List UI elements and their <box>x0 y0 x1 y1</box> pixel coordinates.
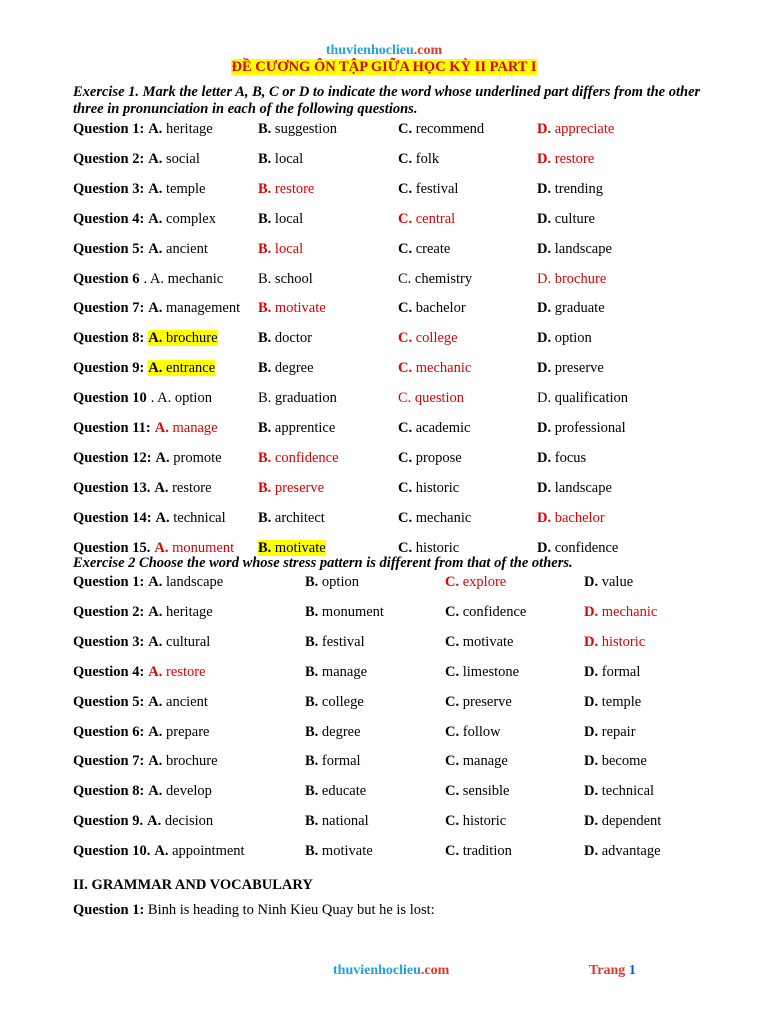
exercise1-instruction: Exercise 1. Mark the letter A, B, C or D to indicate the word whose underlined part differs from the other three in pronunciation in each of the following questions. <box>73 84 701 117</box>
option-d[interactable]: D. focus <box>537 449 587 466</box>
question-label: Question 3: <box>73 633 145 650</box>
option-d[interactable]: D. bachelor <box>537 509 605 526</box>
option-b[interactable]: B. preserve <box>258 479 325 496</box>
question-label: Question 1: <box>73 121 145 137</box>
question-label: Question 14: <box>73 509 152 526</box>
option-c[interactable]: C. limestone <box>445 663 520 680</box>
option-c[interactable]: C. academic <box>398 420 471 436</box>
option-b[interactable]: B. suggestion <box>258 121 337 137</box>
option-c[interactable]: C. historic <box>398 479 460 496</box>
option-c[interactable]: C. create <box>398 240 451 257</box>
option-c[interactable]: C. chemistry <box>398 270 473 287</box>
page-title-text: ĐỀ CƯƠNG ÔN TẬP GIỮA HỌC KỲ II PART I <box>231 59 537 75</box>
option-d[interactable]: D. preserve <box>537 360 604 377</box>
option-b[interactable]: B. local <box>258 210 304 227</box>
option-d[interactable]: D. temple <box>584 693 642 710</box>
question-label: Question 3: <box>73 180 145 197</box>
option-c[interactable]: C. question <box>398 390 465 407</box>
option-d[interactable]: D. option <box>537 330 592 347</box>
option-c[interactable]: C. historic <box>398 539 460 556</box>
page-number-label: Trang <box>589 963 626 978</box>
option-a[interactable]: A. cultural <box>148 633 211 650</box>
option-b[interactable]: B. national <box>305 813 369 830</box>
option-a[interactable]: A. monument <box>154 539 235 556</box>
question-label: Question 6: <box>73 723 145 740</box>
option-d[interactable]: D. value <box>584 574 634 590</box>
option-d[interactable]: D. repair <box>584 723 636 740</box>
section2-question1-label: Question 1: <box>73 902 145 918</box>
option-c[interactable]: C. mechanic <box>398 509 472 526</box>
question-label: Question 7: <box>73 300 145 317</box>
option-d[interactable]: D. culture <box>537 210 595 227</box>
option-d[interactable]: D. qualification <box>537 390 629 407</box>
option-a[interactable]: A. heritage <box>148 603 213 620</box>
question-label-cell <box>73 694 144 711</box>
page-title <box>0 59 768 76</box>
question-label: Question 11: <box>73 420 151 436</box>
question-label-cell <box>73 151 144 168</box>
question-label: Question 10. <box>73 843 151 860</box>
option-b[interactable]: B. graduation <box>258 390 337 407</box>
question-label-cell <box>73 420 151 437</box>
option-a[interactable]: . A. mechanic <box>143 270 224 287</box>
question-label: Question 2: <box>73 150 145 167</box>
option-a[interactable]: . A. option <box>150 390 212 407</box>
question-label-cell <box>73 271 139 288</box>
question-label-cell <box>73 634 144 651</box>
option-b[interactable]: B. confidence <box>258 449 339 466</box>
question-label-cell <box>73 390 147 407</box>
option-c[interactable]: C. follow <box>445 723 501 740</box>
option-d[interactable]: D. landscape <box>537 240 612 257</box>
option-a[interactable]: A. promote <box>155 449 222 466</box>
option-b[interactable]: B. restore <box>258 180 315 197</box>
question-label: Question 5: <box>73 240 145 257</box>
option-a[interactable]: A. ancient <box>148 240 208 257</box>
option-b[interactable]: B. apprentice <box>258 420 336 436</box>
question-label: Question 10 <box>73 390 147 407</box>
option-a[interactable]: A. decision <box>147 813 214 830</box>
option-b[interactable]: B. festival <box>305 633 365 650</box>
question-label: Question 9: <box>73 360 145 377</box>
site-name: thuvienhoclieu <box>325 43 414 58</box>
option-d[interactable]: D. professional <box>537 420 626 436</box>
option-c[interactable]: C. propose <box>398 449 462 466</box>
option-d[interactable]: D. dependent <box>584 813 662 830</box>
option-d[interactable]: D. brochure <box>537 270 607 287</box>
option-a[interactable]: A. manage <box>154 420 218 436</box>
option-b[interactable]: B. doctor <box>258 330 312 347</box>
option-c[interactable]: C. confidence <box>445 603 527 620</box>
site-domain: .com <box>413 43 443 58</box>
question-label-cell <box>73 300 144 317</box>
option-c[interactable]: C. historic <box>445 813 507 830</box>
option-c[interactable]: C. festival <box>398 180 459 197</box>
option-b[interactable]: B. motivate <box>258 300 326 317</box>
question-label: Question 5: <box>73 693 145 710</box>
option-d[interactable]: D. historic <box>584 633 646 650</box>
option-d[interactable]: D. advantage <box>584 843 661 860</box>
question-label-cell <box>73 664 144 681</box>
option-a[interactable]: A. brochure <box>148 753 218 770</box>
option-c[interactable]: C. recommend <box>398 121 485 137</box>
question-label-cell <box>73 181 144 198</box>
option-b[interactable]: B. educate <box>305 783 367 800</box>
question-label-cell <box>73 241 144 258</box>
option-d[interactable]: D. mechanic <box>584 603 658 620</box>
option-a[interactable]: A. temple <box>148 180 206 197</box>
exercise2-instruction: Exercise 2 Choose the word whose stress pattern is different from that of the others. <box>73 555 573 571</box>
footer-site-name: thuvienhoclieu <box>333 963 421 978</box>
option-b[interactable]: B. monument <box>305 603 384 620</box>
question-label: Question 4: <box>73 663 145 680</box>
option-d[interactable]: D. trending <box>537 180 604 197</box>
site-header[interactable] <box>0 43 768 59</box>
question-label-cell <box>73 604 144 621</box>
option-d[interactable]: D. restore <box>537 150 595 167</box>
option-b[interactable]: B. motivate <box>305 843 373 860</box>
option-d[interactable]: D. graduate <box>537 300 605 317</box>
option-c[interactable]: C. sensible <box>445 783 510 800</box>
option-a[interactable]: A. appointment <box>154 843 245 860</box>
option-b[interactable]: B. degree <box>305 723 361 740</box>
option-b[interactable]: B. local <box>258 240 304 257</box>
option-c[interactable]: C. folk <box>398 150 440 167</box>
option-c[interactable]: C. tradition <box>445 843 512 860</box>
option-c[interactable]: C. bachelor <box>398 300 466 317</box>
question-label: Question 8: <box>73 330 145 347</box>
option-b[interactable]: B. motivate <box>258 539 326 556</box>
page-number <box>589 963 636 979</box>
question-label-cell <box>73 783 144 800</box>
option-d[interactable]: D. technical <box>584 783 655 800</box>
question-label: Question 8: <box>73 783 145 800</box>
question-label: Question 12: <box>73 449 152 466</box>
question-label: Question 13. <box>73 479 151 496</box>
question-label-cell <box>73 480 150 497</box>
footer-site[interactable] <box>333 963 449 979</box>
option-c[interactable]: C. central <box>398 210 456 227</box>
question-label: Question 7: <box>73 753 145 770</box>
option-a[interactable]: A. entrance <box>148 360 216 377</box>
option-b[interactable]: B. school <box>258 270 313 287</box>
option-b[interactable]: B. option <box>305 574 359 590</box>
page-number-value: 1 <box>628 963 636 978</box>
option-c[interactable]: C. explore <box>445 574 507 590</box>
question-label-cell <box>73 450 152 467</box>
option-c[interactable]: C. preserve <box>445 693 512 710</box>
question-label: Question 9. <box>73 813 144 830</box>
section2-question1 <box>73 902 435 919</box>
option-b[interactable]: B. degree <box>258 360 314 377</box>
option-d[interactable]: D. confidence <box>537 539 619 556</box>
option-a[interactable]: A. landscape <box>148 574 224 590</box>
section2-question1-text: Binh is heading to Ninh Kieu Quay but he is lost: <box>144 902 435 918</box>
question-label-cell <box>73 330 144 347</box>
option-a[interactable]: A. technical <box>155 509 226 526</box>
option-b[interactable]: B. architect <box>258 509 325 526</box>
option-b[interactable]: B. college <box>305 693 364 710</box>
option-d[interactable]: D. formal <box>584 663 641 680</box>
question-label: Question 6 <box>73 270 140 287</box>
option-a[interactable]: A. management <box>148 300 241 317</box>
option-c[interactable]: C. manage <box>445 753 508 770</box>
option-a[interactable]: A. complex <box>148 210 216 227</box>
question-label: Question 4: <box>73 210 145 227</box>
question-label-cell <box>73 753 144 770</box>
question-label-cell <box>73 574 144 591</box>
option-a[interactable]: A. restore <box>148 663 206 680</box>
option-a[interactable]: A. social <box>148 150 200 167</box>
question-label-cell <box>73 813 143 830</box>
question-label-cell <box>73 724 144 741</box>
option-d[interactable]: D. landscape <box>537 479 612 496</box>
option-a[interactable]: A. brochure <box>148 330 218 347</box>
option-a[interactable]: A. heritage <box>148 121 213 137</box>
option-a[interactable]: A. prepare <box>148 723 210 740</box>
option-c[interactable]: C. mechanic <box>398 360 472 377</box>
question-label-cell <box>73 360 144 377</box>
footer-site-domain: .com <box>420 963 450 978</box>
question-label: Question 15. <box>73 539 151 556</box>
option-c[interactable]: C. college <box>398 330 458 347</box>
option-a[interactable]: A. develop <box>148 783 212 800</box>
question-label-cell <box>73 510 152 527</box>
question-label-cell <box>73 211 144 228</box>
question-label-cell <box>73 843 150 860</box>
question-label: Question 1: <box>73 574 145 590</box>
question-label: Question 2: <box>73 603 145 620</box>
section2-title: II. GRAMMAR AND VOCABULARY <box>73 877 313 893</box>
option-d[interactable]: D. appreciate <box>537 121 615 137</box>
option-b[interactable]: B. local <box>258 150 304 167</box>
option-a[interactable]: A. ancient <box>148 693 208 710</box>
option-b[interactable]: B. manage <box>305 663 368 680</box>
option-b[interactable]: B. formal <box>305 753 361 770</box>
option-d[interactable]: D. become <box>584 753 647 770</box>
option-a[interactable]: A. restore <box>154 479 212 496</box>
question-label-cell <box>73 121 144 138</box>
option-c[interactable]: C. motivate <box>445 633 514 650</box>
